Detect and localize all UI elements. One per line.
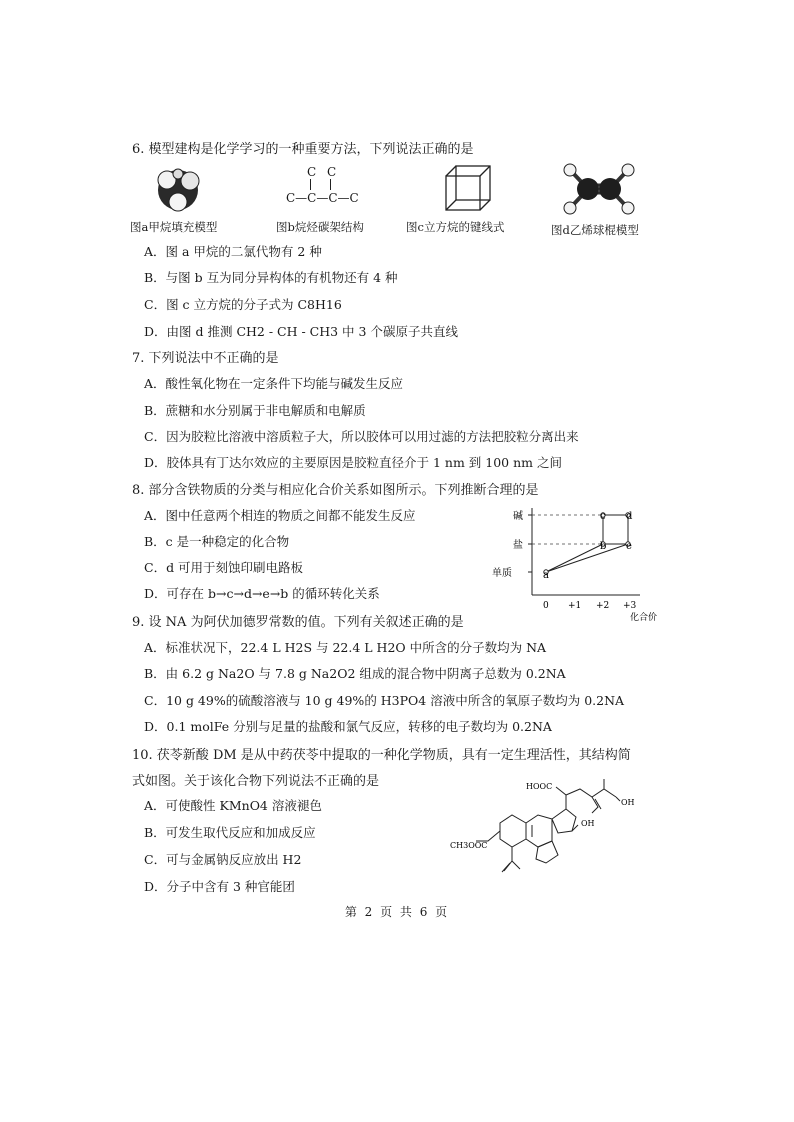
- point-c: c: [600, 511, 606, 522]
- point-d: d: [626, 511, 633, 522]
- q10-option-b: B．可发生取代反应和加成反应: [144, 825, 316, 840]
- label-oh-mid: OH: [581, 819, 595, 828]
- y-label-base: 碱: [513, 511, 523, 522]
- cubane-figure: [440, 160, 496, 216]
- x-tick-3: +3: [623, 601, 637, 611]
- q7-option-c: C．因为胶粒比溶液中溶质粒子大，所以胶体可以用过滤的方法把胶粒分离出来: [144, 429, 579, 444]
- q7-option-a: A．酸性氧化物在一定条件下均能与碱发生反应: [144, 376, 404, 391]
- y-label-salt: 盐: [513, 540, 523, 551]
- ethylene-model-figure: [558, 160, 640, 218]
- q9-stem: 9. 设 NA 为阿伏加德罗常数的值。下列有关叙述正确的是: [132, 615, 464, 630]
- q6-option-b: B．与图 b 互为同分异构体的有机物还有 4 种: [144, 270, 398, 285]
- q10-option-c: C．可与金属钠反应放出 H2: [144, 852, 302, 867]
- q10-stem-line2: 式如图。关于该化合物下列说法不正确的是: [132, 774, 380, 789]
- caption-figure-c: 图c立方烷的键线式: [406, 220, 505, 234]
- q6-stem: 6. 模型建构是化学学习的一种重要方法，下列说法正确的是: [132, 142, 474, 157]
- q9-option-b: B．由 6.2 g Na2O 与 7.8 g Na2O2 组成的混合物中阴离子总数为 0.2NA: [144, 666, 566, 681]
- label-ch3ooc: CH3OOC: [450, 841, 488, 850]
- frame-main-chain: C—C—C—C: [286, 191, 359, 205]
- q6-option-d: D．由图 d 推测 CH2 - CH - CH3 中 3 个碳原子共直线: [144, 324, 458, 339]
- q8-option-c: C．d 可用于刻蚀印刷电路板: [144, 560, 304, 575]
- q10-stem-line1: 10. 茯苓新酸 DM 是从中药茯苓中提取的一种化学物质，具有一定生理活性，其结构简: [132, 748, 631, 763]
- caption-figure-a: 图a甲烷填充模型: [130, 220, 218, 234]
- frame-top-left-c: C: [307, 165, 317, 179]
- label-hooc: HOOC: [526, 782, 553, 791]
- caption-figure-b: 图b烷烃碳架结构: [276, 220, 364, 234]
- q8-option-d: D．可存在 b→c→d→e→b 的循环转化关系: [144, 586, 380, 601]
- q8-option-b: B．c 是一种稳定的化合物: [144, 534, 290, 549]
- x-tick-1: +1: [568, 601, 582, 611]
- caption-figure-d: 图d乙烯球棍模型: [551, 223, 639, 237]
- q6-option-a: A．图 a 甲烷的二氯代物有 2 种: [144, 244, 322, 259]
- q8-option-a: A．图中任意两个相连的物质之间都不能发生反应: [144, 508, 416, 523]
- q9-option-d: D．0.1 molFe 分别与足量的盐酸和氯气反应，转移的电子数均为 0.2NA: [144, 719, 552, 734]
- q7-option-d: D．胶体具有丁达尔效应的主要原因是胶粒直径介于 1 nm 到 100 nm 之间: [144, 455, 562, 470]
- q10-option-a: A．可使酸性 KMnO4 溶液褪色: [144, 798, 322, 813]
- q7-stem: 7. 下列说法中不正确的是: [132, 351, 279, 366]
- q10-option-d: D．分子中含有 3 种官能团: [144, 879, 295, 894]
- methane-model-figure: [150, 160, 206, 216]
- point-e: e: [626, 541, 632, 552]
- label-oh-top: OH: [621, 798, 635, 807]
- q8-stem: 8. 部分含铁物质的分类与相应化合价关系如图所示。下列推断合理的是: [132, 483, 539, 498]
- y-label-element: 单质: [492, 568, 512, 579]
- x-axis-label: 化合价: [630, 613, 658, 623]
- q6-option-c: C．图 c 立方烷的分子式为 C8H16: [144, 297, 342, 312]
- q9-option-a: A．标准状况下，22.4 L H2S 与 22.4 L H2O 中所含的分子数均为 NA: [144, 640, 547, 655]
- x-tick-2: +2: [596, 601, 610, 611]
- frame-top-right-c: C: [327, 165, 337, 179]
- page-footer: 第 2 页 共 6 页: [344, 905, 450, 919]
- point-b: b: [600, 541, 607, 552]
- q7-option-b: B．蔗糖和水分别属于非电解质和电解质: [144, 403, 366, 418]
- point-a: a: [543, 570, 549, 581]
- iron-valence-diagram: [490, 500, 670, 625]
- dm-structure-figure: [448, 775, 648, 885]
- q9-option-c: C．10 g 49%的硫酸溶液与 10 g 49%的 H3PO4 溶液中所含的氧原子数均为 0.2NA: [144, 693, 625, 708]
- x-tick-0: 0: [543, 601, 549, 611]
